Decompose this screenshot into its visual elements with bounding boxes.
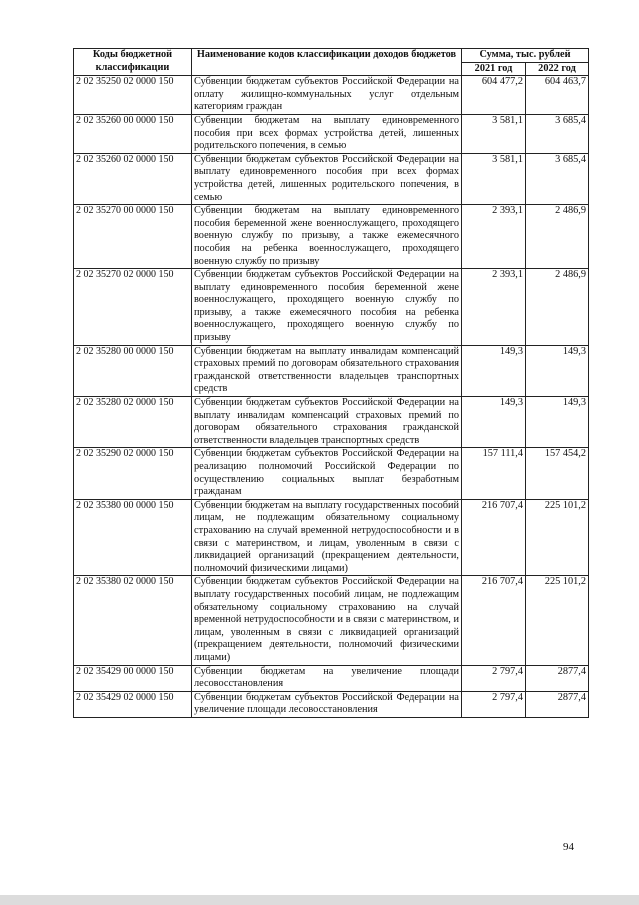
row-value-2022: 2877,4: [526, 691, 589, 717]
row-value-2022: 2 486,9: [526, 205, 589, 269]
row-name: Субвенции бюджетам на выплату единовременного пособия при всех формах устройства детей, лишенных родительского попечения, в семью: [192, 114, 462, 153]
row-code: 2 02 35260 00 0000 150: [74, 114, 192, 153]
table-row: [74, 76, 589, 115]
table-row: [74, 665, 589, 691]
table-header-row: [74, 49, 589, 63]
row-code: 2 02 35429 00 0000 150: [74, 665, 192, 691]
row-name: Субвенции бюджетам субъектов Российской Федерации на выплату государственных пособий лицам, не подлежащим обязательному социальному страхованию на случай временной нетрудоспособности и в связи с материнством, и лицам, уволенным в связи с ликвидацией организаций (прекращением деятельности, полномочий физическими лицами): [192, 576, 462, 665]
row-name: Субвенции бюджетам на выплату государственных пособий лицам, не подлежащим обязательному социальному страхованию на случай временной нетрудоспособности и в связи с материнством, и лицам, уволенным в связи с ликвидацией организаций (прекращением деятельности, полномочий физическими лицами): [192, 499, 462, 576]
page-number: 94: [563, 841, 574, 853]
table-row: [74, 153, 589, 204]
row-value-2021: 2 797,4: [462, 665, 526, 691]
table-row: [74, 448, 589, 499]
row-value-2022: 149,3: [526, 345, 589, 396]
row-value-2021: 157 111,4: [462, 448, 526, 499]
header-sum: Сумма, тыс. рублей: [462, 49, 589, 63]
row-name: Субвенции бюджетам субъектов Российской Федерации на реализацию полномочий Российской Федерации по осуществлению социальных выплат безработным гражданам: [192, 448, 462, 499]
row-value-2022: 2877,4: [526, 665, 589, 691]
row-code: 2 02 35270 02 0000 150: [74, 269, 192, 346]
row-code: 2 02 35380 02 0000 150: [74, 576, 192, 665]
row-code: 2 02 35270 00 0000 150: [74, 205, 192, 269]
row-value-2021: 2 797,4: [462, 691, 526, 717]
row-value-2021: 2 393,1: [462, 205, 526, 269]
row-value-2022: 149,3: [526, 397, 589, 448]
row-value-2022: 3 685,4: [526, 153, 589, 204]
row-value-2021: 216 707,4: [462, 499, 526, 576]
table-row: [74, 114, 589, 153]
header-year-2021: 2021 год: [462, 62, 526, 76]
table-body: [74, 76, 589, 718]
row-value-2021: 149,3: [462, 397, 526, 448]
table-row: [74, 691, 589, 717]
row-name: Субвенции бюджетам субъектов Российской Федерации на выплату единовременного пособия при всех формах устройства детей, лишенных родительского попечения, в семью: [192, 153, 462, 204]
row-name: Субвенции бюджетам субъектов Российской Федерации на выплату инвалидам компенсаций страховых премий по договорам обязательного страхования гражданской ответственности владельцев транспортных средств: [192, 397, 462, 448]
scan-bottom-edge: [0, 895, 639, 905]
row-code: 2 02 35290 02 0000 150: [74, 448, 192, 499]
row-value-2021: 604 477,2: [462, 76, 526, 115]
row-name: Субвенции бюджетам субъектов Российской Федерации на оплату жилищно-коммунальных услуг отдельным категориям граждан: [192, 76, 462, 115]
row-value-2022: 2 486,9: [526, 269, 589, 346]
row-value-2021: 149,3: [462, 345, 526, 396]
row-value-2022: 157 454,2: [526, 448, 589, 499]
row-value-2022: 225 101,2: [526, 499, 589, 576]
row-code: 2 02 35260 02 0000 150: [74, 153, 192, 204]
table-row: [74, 269, 589, 346]
row-value-2021: 216 707,4: [462, 576, 526, 665]
budget-table: [73, 48, 589, 718]
row-code: 2 02 35380 00 0000 150: [74, 499, 192, 576]
table-row: [74, 205, 589, 269]
row-name: Субвенции бюджетам на выплату единовременного пособия беременной жене военнослужащего, проходящего военную службу по призыву, а также ежемесячного пособия на ребенка военнослужащего, проходящего военную службу по призыву: [192, 205, 462, 269]
row-value-2021: 3 581,1: [462, 114, 526, 153]
header-name: Наименование кодов классификации доходов бюджетов: [192, 49, 462, 76]
row-name: Субвенции бюджетам на увеличение площади лесовосстановления: [192, 665, 462, 691]
header-year-2022: 2022 год: [526, 62, 589, 76]
table-row: [74, 576, 589, 665]
table-row: [74, 397, 589, 448]
row-name: Субвенции бюджетам субъектов Российской Федерации на выплату единовременного пособия беременной жене военнослужащего, проходящего военную службу по призыву, а также ежемесячного пособия на ребенка военнослужащего, проходящего военную службу по призыву: [192, 269, 462, 346]
table-row: [74, 345, 589, 396]
row-name: Субвенции бюджетам субъектов Российской Федерации на увеличение площади лесовосстановления: [192, 691, 462, 717]
row-code: 2 02 35429 02 0000 150: [74, 691, 192, 717]
table-row: [74, 499, 589, 576]
row-name: Субвенции бюджетам на выплату инвалидам компенсаций страховых премий по договорам обязательного страхования гражданской ответственности владельцев транспортных средств: [192, 345, 462, 396]
row-value-2022: 3 685,4: [526, 114, 589, 153]
row-code: 2 02 35250 02 0000 150: [74, 76, 192, 115]
row-value-2022: 604 463,7: [526, 76, 589, 115]
row-code: 2 02 35280 02 0000 150: [74, 397, 192, 448]
row-value-2022: 225 101,2: [526, 576, 589, 665]
header-codes: Коды бюджетной классификации: [74, 49, 192, 76]
row-code: 2 02 35280 00 0000 150: [74, 345, 192, 396]
row-value-2021: 3 581,1: [462, 153, 526, 204]
row-value-2021: 2 393,1: [462, 269, 526, 346]
